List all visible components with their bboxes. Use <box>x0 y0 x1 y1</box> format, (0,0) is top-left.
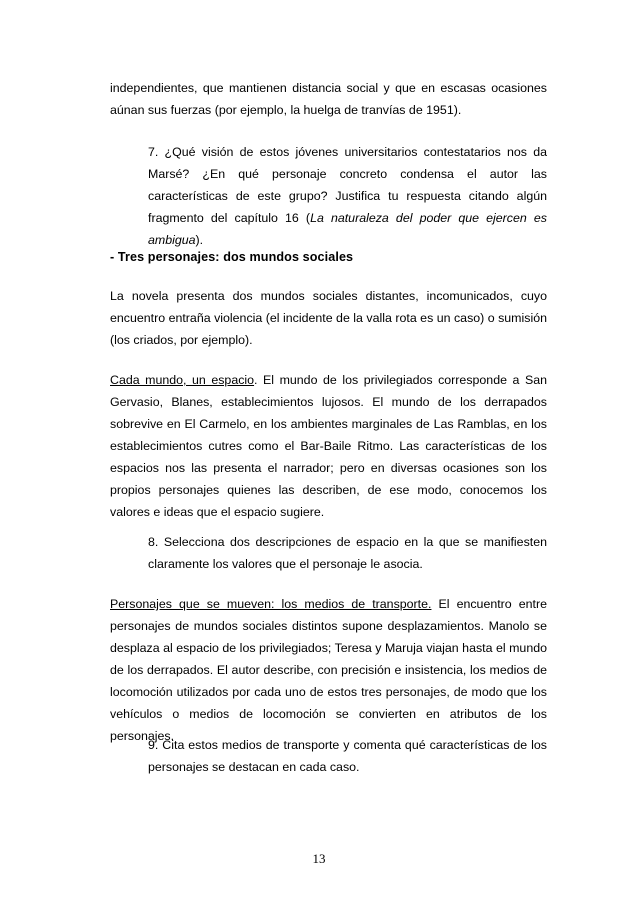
space-paragraph <box>110 369 547 523</box>
space-text: . El mundo de los privilegiados corresponde a San Gervasio, Blanes, establecimientos lujosos. El mundo de los derrapados sobrevive en El Carmelo, en los ambientes marginales de Las Ramblas, en los establecimientos cutres como el Bar-Baile Ritmo. Las características de los espacios nos las presenta el narrador; pero en diversas ocasiones son los propios personajes quienes las describen, de ese modo, conocemos los valores e ideas que el espacio sugiere. <box>110 373 547 519</box>
transport-text: El encuentro entre personajes de mundos sociales distintos supone desplazamientos. Manolo se desplaza al espacio de los privilegiados; Teresa y Maruja viajan hasta el mundo de los derrapados. El autor describe, con precisión e insistencia, los medios de locomoción utilizados por cada uno de estos tres personajes, de modo que los vehículos o medios de locomoción se convierten en atributos de los personajes. <box>110 597 547 743</box>
intro-text: independientes, que mantienen distancia social y que en escasas ocasiones aúnan sus fuerzas (por ejemplo, la huelga de tranvías de 1951). <box>110 81 547 117</box>
section-heading: - Tres personajes: dos mundos sociales <box>110 250 354 264</box>
question-8 <box>148 531 547 575</box>
intro-paragraph <box>110 77 547 121</box>
worlds-text: La novela presenta dos mundos sociales distantes, incomunicados, cuyo encuentro entraña violencia (el incidente de la valla rota es un caso) o sumisión (los criados, por ejemplo). <box>110 289 547 347</box>
question-9-text: 9. Cita estos medios de transporte y comenta qué características de los personajes se destacan en cada caso. <box>148 738 547 774</box>
question-7-text: 7. ¿Qué visión de estos jóvenes universitarios contestatarios nos da Marsé? ¿En qué personaje concreto condensa el autor las características de este grupo? Justifica tu respuesta citando algún fragmento del capítulo 16 ( <box>148 145 547 225</box>
question-7 <box>148 141 547 251</box>
question-7-quote: La naturaleza del poder que ejercen es ambigua <box>148 211 547 247</box>
worlds-paragraph <box>110 285 547 351</box>
transport-paragraph <box>110 593 547 747</box>
question-8-text: 8. Selecciona dos descripciones de espacio en la que se manifiesten claramente los valores que el personaje le asocia. <box>148 535 547 571</box>
question-7-closing: ). <box>195 233 204 247</box>
transport-lead: Personajes que se mueven: los medios de transporte. <box>110 597 432 611</box>
page-number: 13 <box>312 851 326 866</box>
space-lead: Cada mundo, un espacio <box>110 373 255 387</box>
question-9 <box>148 734 547 778</box>
